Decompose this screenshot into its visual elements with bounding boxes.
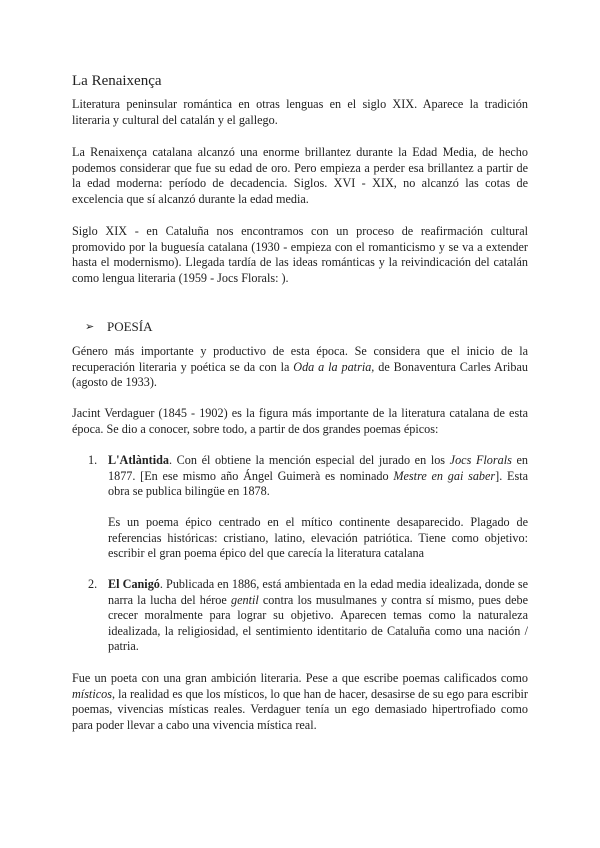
text-run: . Publicada en 1886, está ambientada en la edad media idealizada, donde se narra la lucha del héroe (108, 577, 528, 607)
italic-run: Jocs Florals (449, 453, 512, 467)
section-heading-poesia (85, 318, 153, 336)
list-number: 2. (88, 577, 98, 591)
text-run: ]. Esta obra se publica bilingüe en 1878. (108, 468, 528, 499)
work-title: El Canigó (108, 577, 160, 591)
verdaguer-paragraph: Jacint Verdaguer (1845 - 1902) es la figura más importante de la literatura catalana de esta época. Se dio a conocer, sobre todo, a partir de dos grandes poemas épicos: (72, 406, 528, 436)
poesia-text-end: de Bonaventura Carles Aribau (agosto de 1933). (72, 359, 528, 390)
section-label: POESÍA (107, 319, 153, 334)
renaixenca-paragraph: La Renaixença catalana alcanzó una enorme brillantez durante la Edad Media, de hecho podemos considerar que fue su edad de oro. Pero empieza a perder esa brillantez a partir de la edad moderna: período de decadencia. Siglos. XVI - XIX, no alcanzó las cotas de excelencia que sí alcanzó durante la edad media. (72, 145, 528, 206)
italic-run: Mestre en gai saber (393, 468, 496, 483)
italic-run: gentil (230, 592, 259, 607)
list-item-canigo (88, 577, 528, 655)
closing-text-end: , la realidad es que los místicos, lo que han de hacer, desasirse de su ego para escribir poemas, vivencias místicas reales. Verdaguer tenía un ego demasiado hipertrofiado como para poder llevar a cabo una vivencia mística real. (72, 686, 528, 732)
closing-paragraph (72, 671, 528, 733)
atlantida-description: Es un poema épico centrado en el mítico continente desaparecido. Plagado de referencias históricas: cristiano, latino, elevación patriótica. Tiene como objetivo: escribir el gran poema épico del que carecía la literatura catalana (108, 515, 528, 561)
list-item-text (108, 453, 528, 500)
text-run: . Con él obtiene la mención especial del jurado en los (168, 453, 450, 467)
intro-paragraph: Literatura peninsular romántica en otras lenguas en el siglo XIX. Aparece la tradición literaria y cultural del catalán y el gallego. (72, 97, 528, 127)
closing-text-start: Fue un poeta con una gran ambición literaria. Pese a que escribe poemas calificados como (72, 671, 528, 685)
work-title: L'Atlàntida (108, 453, 169, 467)
text-run: en 1877. [En ese mismo año Ángel Guimerà es nominado (108, 453, 528, 483)
list-number: 1. (88, 453, 98, 467)
poesia-paragraph (72, 344, 528, 391)
text-run: contra los musulmanes y contra sí mismo, pues debe crecer moralmente para lograr su objetivo. Aparecen temas como la naturaleza idealizada, la religiosidad, el sentimiento identitario de Cataluña como una nación / patria. (108, 592, 529, 654)
page-title: La Renaixença (72, 73, 162, 89)
poesia-text-start: Género más importante y productivo de esta época. Se considera que el inicio de la recuperación literaria y poética se da con la (72, 344, 528, 374)
misticos-word: místicos (72, 686, 112, 701)
oda-title: Oda a la patria, (293, 359, 375, 374)
list-item-atlantida (88, 453, 528, 500)
arrow-bullet-icon: ➢ (85, 321, 95, 333)
list-item-text (108, 577, 528, 655)
siglo-xix-paragraph: Siglo XIX - en Cataluña nos encontramos con un proceso de reafirmación cultural promovido por la buguesía catalana (1930 - empieza con el romanticismo y se va a extender hasta el modernismo). Llegada tardía de las ideas románticas y la reivindicación del catalán como lengua literaria (1959 - Jocs Florals: ). (72, 224, 528, 285)
